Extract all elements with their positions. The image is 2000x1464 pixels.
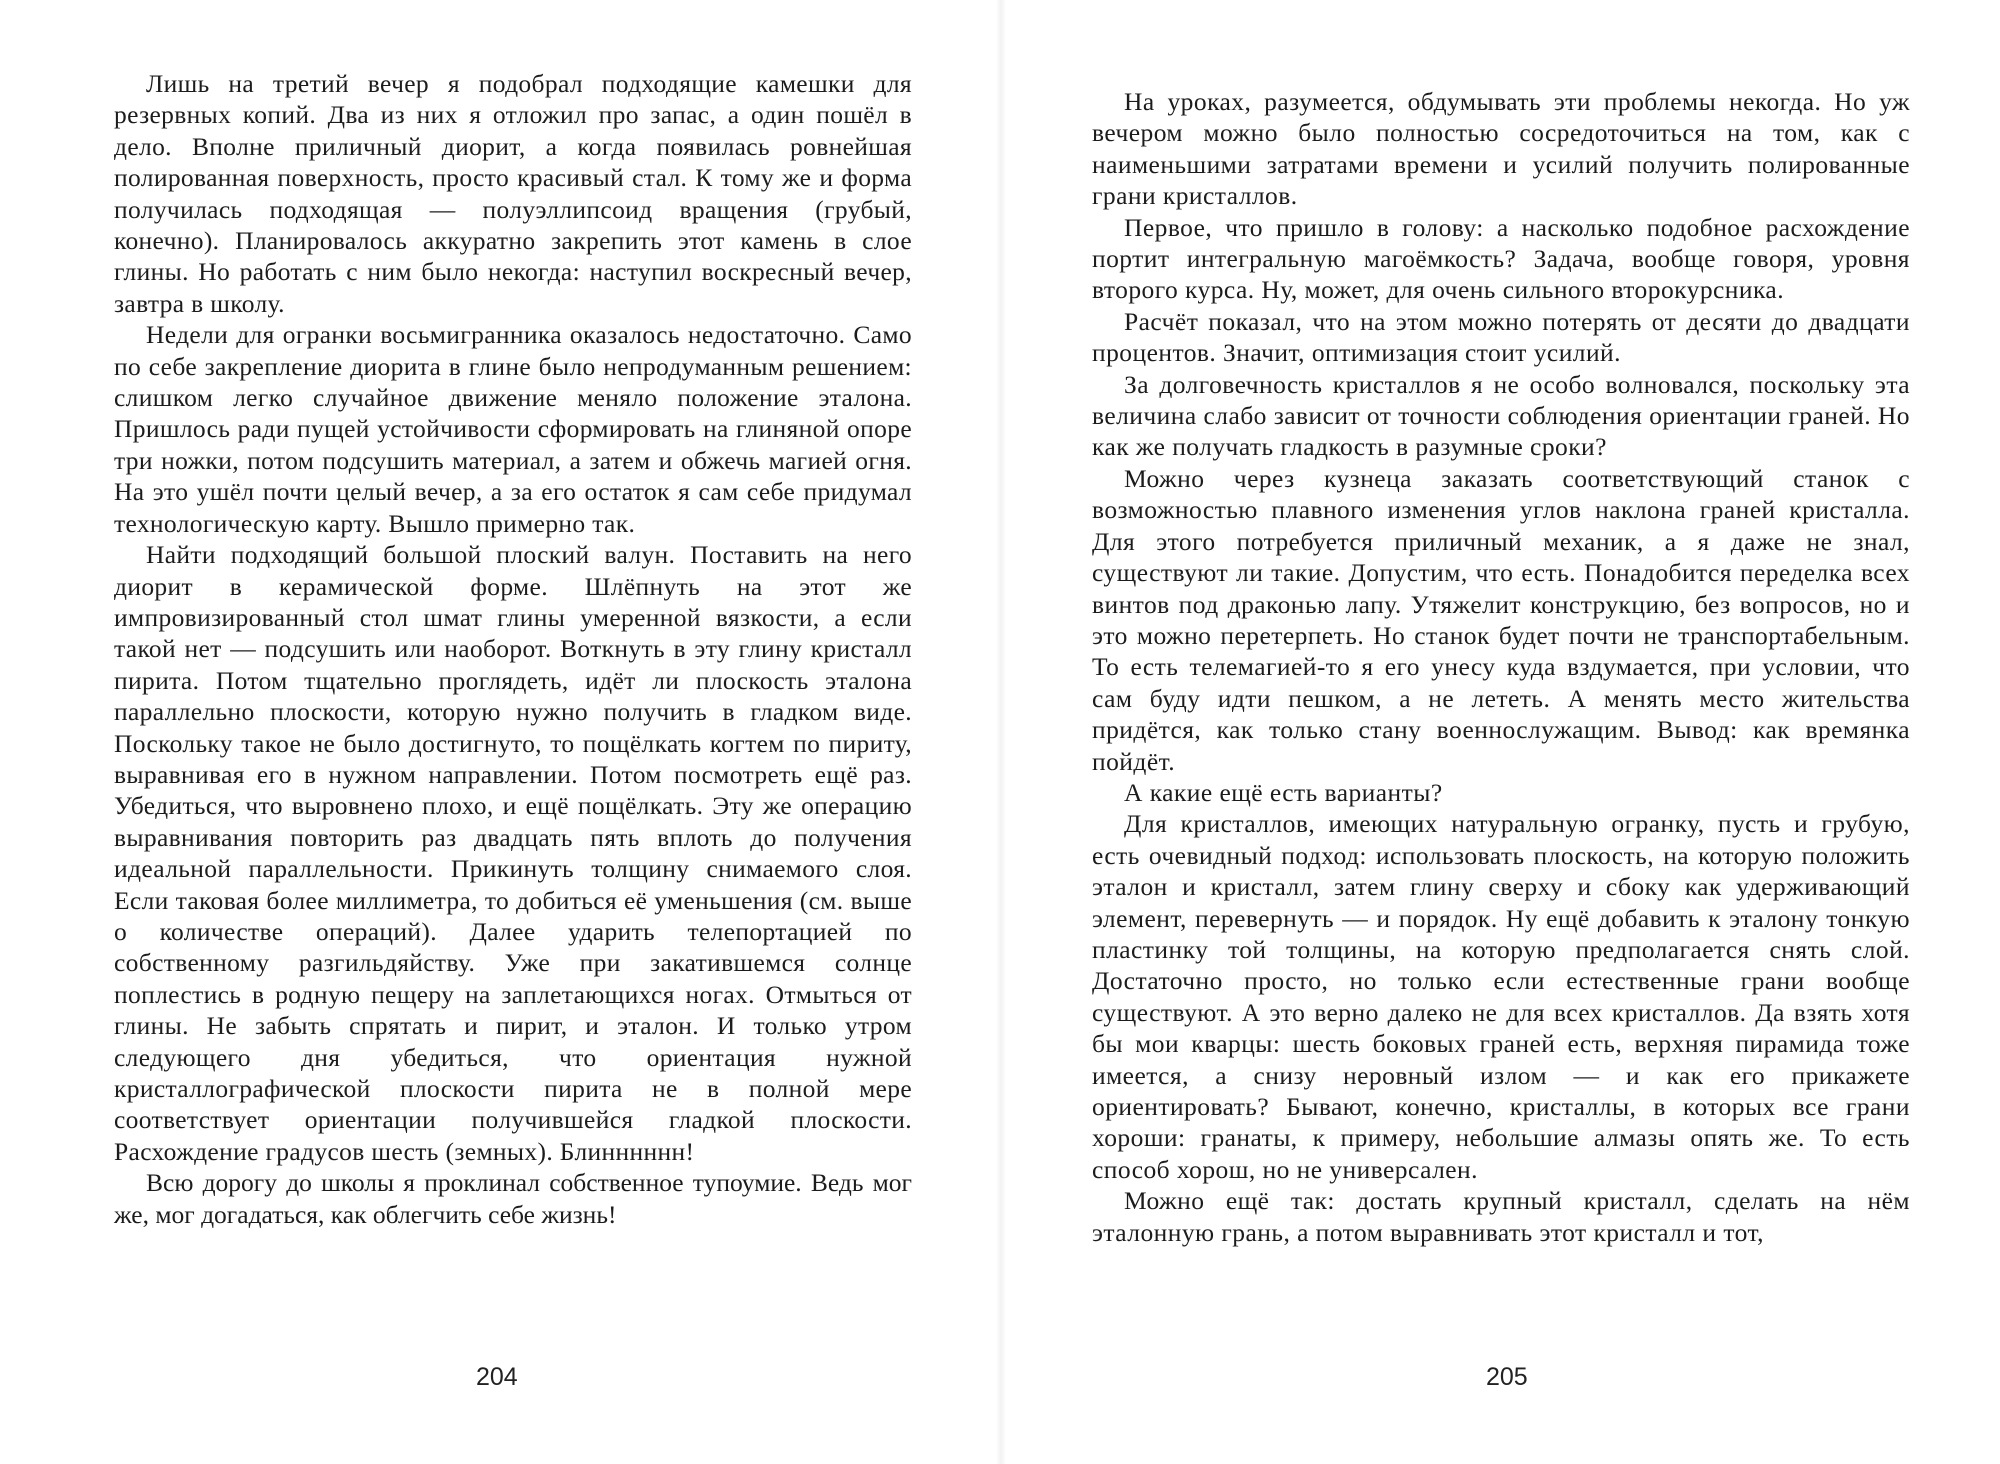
right-page-number: 205 bbox=[1486, 1363, 1528, 1391]
book-gutter bbox=[996, 0, 1006, 1464]
paragraph: Для кристаллов, имеющих натуральную огранку, пусть и грубую, есть очевидный подход: использовать плоскость, на которую положить эталон и кристалл, затем глину сверху и сбоку как удерживающий элемент, перевернуть — и порядок. Ну ещё добавить к эталону тонкую пластинку той толщины, на которую предполагается снять слой. Достаточно просто, но только если естественные грани вообще существуют. А это верно далеко не для всех кристаллов. Да взять хотя бы мои кварцы: шесть боковых граней есть, верхняя пирамида тоже имеется, а снизу неровный излом — и как его прикажете ориентировать? Бывают, конечно, кристаллы, в которых все грани хороши: гранаты, к примеру, небольшие алмазы опять же. То есть способ хорош, но не универсален. bbox=[1092, 809, 1910, 1184]
paragraph: А какие ещё есть варианты? bbox=[1124, 777, 1443, 807]
paragraph: Первое, что пришло в голову: а насколько подобное расхождение портит интегральную магоёмкость? Задача, вообще говоря, уровня второго курса. Ну, может, для очень сильного второкурсника. bbox=[1092, 212, 1910, 305]
paragraph: Недели для огранки восьмигранника оказалось недостаточно. Само по себе закрепление диорита в глине было непродуманным решением: слишком легко случайное движение меняло положение эталона. Пришлось ради пущей устойчивости сформировать на глиняной опоре три ножки, потом подсушить материал, а затем и обжечь магией огня. На это ушёл почти целый вечер, а за его остаток я сам себе придумал технологическую карту. Вышло примерно так. bbox=[114, 320, 912, 538]
paragraph: Лишь на третий вечер я подобрал подходящие камешки для резервных копий. Два из них я отложил про запас, а один пошёл в дело. Вполне приличный диорит, а когда появилась ровнейшая полированная поверхность, просто красивый стал. К тому же и форма получилась подходящая — полуэллипсоид вращения (грубый, конечно). Планировалось аккуратно закрепить этот камень в слое глины. Но работать с ним было некогда: наступил воскресный вечер, завтра в школу. bbox=[114, 69, 912, 318]
paragraph: За долговечность кристаллов я не особо волновался, поскольку эта величина слабо зависит от точности соблюдения ориентации граней. Но как же получать гладкость в разумные сроки? bbox=[1092, 369, 1910, 462]
left-page-number: 204 bbox=[476, 1363, 518, 1391]
paragraph: Можно ещё так: достать крупный кристалл, сделать на нём эталонную грань, а потом выравнивать этот кристалл и тот, bbox=[1092, 1186, 1910, 1247]
paragraph: Можно через кузнеца заказать соответствующий станок с возможностью плавного изменения углов наклона граней кристалла. Для этого потребуется приличный механик, а я даже не знал, существуют ли такие. Допустим, что есть. Понадобится переделка всех винтов под драконью лапу. Утяжелит конструкцию, без вопросов, но и это можно перетерпеть. Но станок будет почти не транспортабельным. То есть телемагией-то я его унесу куда вздумается, при условии, что сам буду идти пешком, а не лететь. А менять место жительства придётся, как только стану военнослужащим. Вывод: как времянка пойдёт. bbox=[1092, 463, 1910, 776]
right-page-text bbox=[1092, 86, 1910, 1248]
paragraph: Всю дорогу до школы я проклинал собственное тупоумие. Ведь мог же, мог догадаться, как облегчить себе жизнь! bbox=[114, 1168, 912, 1229]
paragraph: Найти подходящий большой плоский валун. Поставить на него диорит в керамической форме. Шлёпнуть на этот же импровизированный стол шмат глины умеренной вязкости, а если такой нет — подсушить или наоборот. Воткнуть в эту глину кристалл пирита. Потом тщательно проглядеть, идёт ли плоскость эталона параллельно плоскости, которую нужно получить в гладком виде. Поскольку такое не было достигнуто, то пощёлкать когтем по пириту, выравнивая его в нужном направлении. Потом посмотреть ещё раз. Убедиться, что выровнено плохо, и ещё пощёлкать. Эту же операцию выравнивания повторить раз двадцать пять вплоть до получения идеальной параллельности. Прикинуть толщину снимаемого слоя. Если таковая более миллиметра, то добиться её уменьшения (см. выше о количестве операций). Далее ударить телепортацией по собственному разгильдяйству. Уже при закатившемся солнце поплестись в родную пещеру на заплетающихся ногах. Отмыться от глины. Не забыть спрятать и пирит, и эталон. И только утром следующего дня убедиться, что ориентация нужной кристаллографической плоскости пирита не в полной мере соответствует ориентации получившейся гладкой плоскости. Расхождение градусов шесть (земных). Блинннннн! bbox=[114, 540, 912, 1166]
left-page-text bbox=[114, 68, 912, 1230]
paragraph: На уроках, разумеется, обдумывать эти проблемы некогда. Но уж вечером можно было полностью сосредоточиться на том, как с наименьшими затратами времени и усилий получить полированные грани кристаллов. bbox=[1092, 87, 1910, 211]
paragraph: Расчёт показал, что на этом можно потерять от десяти до двадцати процентов. Значит, оптимизация стоит усилий. bbox=[1092, 306, 1910, 368]
